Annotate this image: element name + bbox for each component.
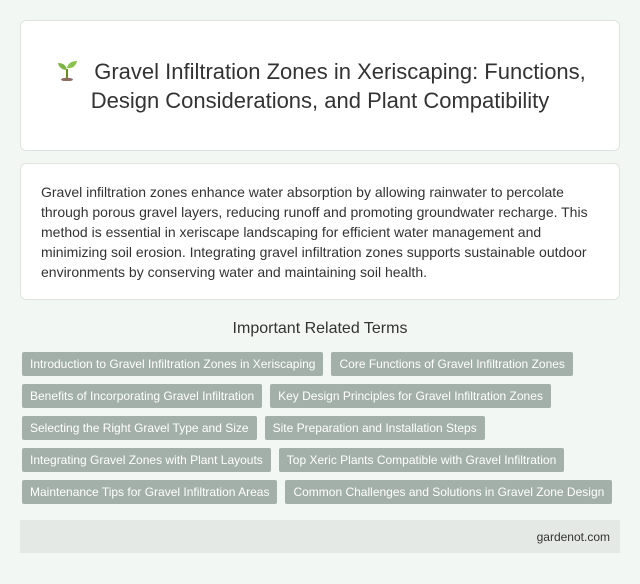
description-card [20,163,620,300]
related-terms-list [22,352,622,512]
title-card [20,20,620,151]
related-term-tag[interactable]: Benefits of Incorporating Gravel Infiltration [22,384,262,408]
related-term-tag[interactable]: Core Functions of Gravel Infiltration Zones [331,352,572,376]
related-terms-heading: Important Related Terms [232,320,408,337]
related-term-tag[interactable]: Integrating Gravel Zones with Plant Layouts [22,448,271,472]
related-term-tag[interactable]: Site Preparation and Installation Steps [265,416,485,440]
footer-site-link[interactable]: gardenot.com [536,529,610,544]
footer [20,520,620,553]
related-term-tag[interactable]: Common Challenges and Solutions in Gravel Zone Design [285,480,612,504]
tag-row [22,416,622,440]
tag-row [22,480,622,504]
tag-row [22,352,622,376]
description-text: Gravel infiltration zones enhance water absorption by allowing rainwater to percolate through porous gravel layers, reducing runoff and promoting groundwater recharge. This method is essential in xeriscape landscaping for efficient water management and minimizing soil erosion. Integrating gravel infiltration zones supports sustainable outdoor environments by conserving water and maintaining soil health. [41,184,588,280]
page-title [21,57,619,115]
title-text: Gravel Infiltration Zones in Xeriscaping: Functions, Design Considerations, and Plant Compatibility [90,58,586,113]
related-term-tag[interactable]: Selecting the Right Gravel Type and Size [22,416,257,440]
related-term-tag[interactable]: Maintenance Tips for Gravel Infiltration Areas [22,480,277,504]
sprout-icon [54,59,80,81]
tag-row [22,384,622,408]
related-term-tag[interactable]: Top Xeric Plants Compatible with Gravel Infiltration [279,448,564,472]
related-term-tag[interactable]: Introduction to Gravel Infiltration Zones in Xeriscaping [22,352,323,376]
related-term-tag[interactable]: Key Design Principles for Gravel Infiltration Zones [270,384,551,408]
tag-row [22,448,622,472]
